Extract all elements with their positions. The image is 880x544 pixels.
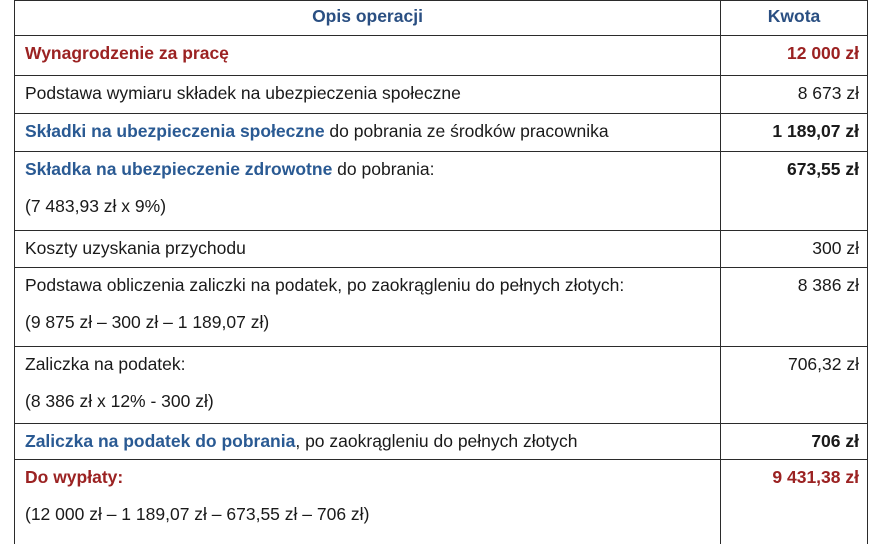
health-contrib-amount: 673,55 zł: [787, 159, 859, 179]
row-social-contributions: [15, 114, 868, 152]
social-contrib-label-bold: Składki na ubezpieczenia społeczne: [25, 121, 325, 141]
tax-collect-label-rest: , po zaokrągleniu do pełnych złotych: [295, 431, 578, 451]
tax-collect-label-bold: Zaliczka na podatek do pobrania: [25, 431, 296, 451]
gross-salary-label: Wynagrodzenie za pracę: [25, 43, 229, 63]
social-base-label: Podstawa wymiaru składek na ubezpieczenia społeczne: [25, 83, 461, 103]
costs-amount: 300 zł: [812, 238, 859, 258]
health-contrib-label-bold: Składka na ubezpieczenie zdrowotne: [25, 159, 333, 179]
net-pay-formula: (12 000 zł – 1 189,07 zł – 673,55 zł – 706 zł): [25, 504, 370, 524]
payroll-table: [14, 0, 868, 544]
tax-base-label: Podstawa obliczenia zaliczki na podatek, po zaokrągleniu do pełnych złotych:: [25, 275, 625, 295]
tax-collect-amount: 706 zł: [811, 431, 859, 451]
row-tax-to-collect: [15, 424, 868, 460]
tax-advance-amount: 706,32 zł: [787, 354, 859, 374]
row-net-pay: [15, 460, 868, 544]
costs-label: Koszty uzyskania przychodu: [25, 238, 246, 258]
header-description: Opis operacji: [15, 1, 721, 36]
health-contrib-formula: (7 483,93 zł x 9%): [25, 196, 167, 216]
row-tax-advance: [15, 347, 868, 424]
net-pay-label: Do wypłaty:: [25, 467, 124, 487]
tax-advance-label: Zaliczka na podatek:: [25, 354, 186, 374]
tax-base-formula: (9 875 zł – 300 zł – 1 189,07 zł): [25, 312, 270, 332]
net-pay-amount: 9 431,38 zł: [772, 467, 859, 487]
tax-advance-formula: (8 386 zł x 12% - 300 zł): [25, 391, 214, 411]
row-health-contribution: [15, 152, 868, 231]
row-gross-salary: [15, 36, 868, 76]
row-tax-base: [15, 268, 868, 347]
tax-base-amount: 8 386 zł: [797, 275, 859, 295]
social-contrib-label-rest: do pobrania ze środków pracownika: [324, 121, 609, 141]
health-contrib-label-rest: do pobrania:: [332, 159, 435, 179]
header-amount: Kwota: [721, 1, 868, 36]
row-social-base: [15, 76, 868, 114]
social-contrib-amount: 1 189,07 zł: [772, 121, 859, 141]
table-header-row: [15, 1, 868, 36]
social-base-amount: 8 673 zł: [797, 83, 859, 103]
row-income-costs: [15, 231, 868, 268]
gross-salary-amount: 12 000 zł: [787, 43, 859, 63]
